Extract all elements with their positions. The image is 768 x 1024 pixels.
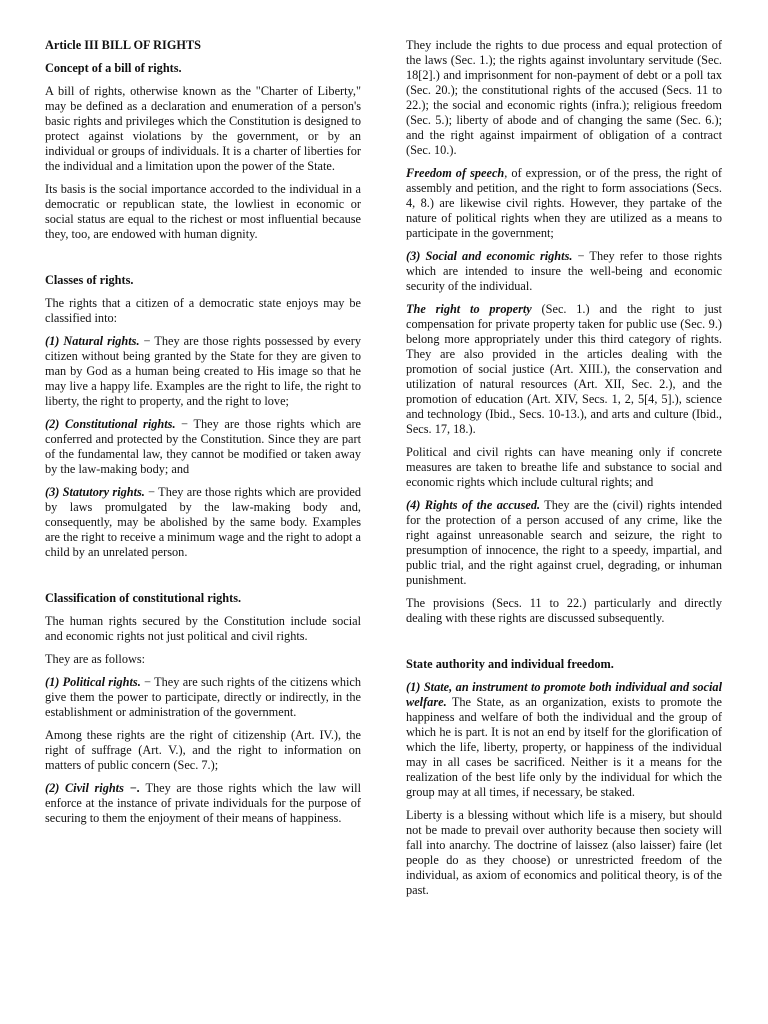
heading-classes: Classes of rights. — [45, 273, 134, 287]
right-column — [406, 38, 722, 906]
paragraph-freedom-of-speech — [406, 166, 722, 241]
paragraph-concept-basis: Its basis is the social importance accorded to the individual in a democratic or republican state, the lowliest in economic or social status are equal to the richest or most influential because they, too, are endowed with human dignity. — [45, 182, 361, 241]
paragraph-rights-of-accused — [406, 498, 722, 588]
paragraph-civil-rights — [45, 781, 361, 826]
paragraph-natural-rights — [45, 334, 361, 409]
text-rights-of-accused: They are the (civil) rights intended for the protection of a person accused of any crime, like the right against unreasonable search and seizure, the right to presumption of innocence, the right to a speedy, impartial, and public trial, and the right against cruel, degrading, or inhuman punishment. — [406, 498, 722, 587]
lead-political-rights: (1) Political rights. — [45, 675, 141, 689]
paragraph-political-examples: Among these rights are the right of citizenship (Art. IV.), the right of suffrage (Art. V.), and the right to information on matters of public concern (Sec. 7.); — [45, 728, 361, 772]
paragraph-provisions: The provisions (Secs. 11 to 22.) particularly and directly dealing with these rights are discussed subsequently. — [406, 596, 722, 625]
paragraph-constitutional-rights — [45, 417, 361, 477]
left-column — [45, 38, 361, 834]
paragraph-social-economic-rights — [406, 249, 722, 294]
paragraph-political-rights — [45, 675, 361, 720]
paragraph-state-instrument — [406, 680, 722, 800]
paragraph-statutory-rights — [45, 485, 361, 560]
heading-state-authority: State authority and individual freedom. — [406, 657, 614, 671]
paragraph-liberty: Liberty is a blessing without which life is a misery, but should not be made to prevail over authority because then society will fall into anarchy. The doctrine of laissez (also laisser) faire (let people do as they choose) or unrestricted freedom of the individual, as axiom of economics and political theory, is of the past. — [406, 808, 722, 897]
paragraph-right-to-property — [406, 302, 722, 437]
paragraph-concept-definition: A bill of rights, otherwise known as the "Charter of Liberty," may be defined as a declaration and enumeration of a person's basic rights and privileges which the Constitution is designed to protect against violations by the government, or by an individual or groups of individuals. It is a charter of liberties for the individual and a limitation upon the power of the State. — [45, 84, 361, 173]
text-natural-rights: − They are those rights possessed by every citizen without being granted by the State for they are given to man by God as a human being created to His image so that he may live a happy life. Examples are the right to life, the right to liberty, the right to property, and the right to love; — [45, 334, 361, 408]
text-right-to-property: (Sec. 1.) and the right to just compensation for private property taken for public use (Sec. 9.) belong more appropriately under this third category of rights. They are also provided in the articles dealing with the promotion of social justice (Art. XIII.), the conservation and utilization of natural resources (Art. XII, Sec. 2.), and the promotion of education (Art. XIV, Secs. 1, 2, 5[4, 5].), science and technology (Ibid., Secs. 10-13.), and arts and culture (Ibid., Secs. 17, 18.). — [406, 302, 722, 436]
paragraph-classes-intro: The rights that a citizen of a democratic state enjoys may be classified into: — [45, 296, 361, 325]
lead-state-instrument: (1) State, an instrument to promote both individual and social welfare. — [406, 680, 722, 709]
paragraph-as-follows: They are as follows: — [45, 652, 146, 666]
text-political-rights: − They are such rights of the citizens which give them the power to participate, directly or indirectly, in the establishment or administration of the government. — [45, 675, 361, 719]
lead-right-to-property: The right to property — [406, 302, 532, 316]
lead-constitutional-rights: (2) Constitutional rights. — [45, 417, 176, 431]
document-title: Article III BILL OF RIGHTS — [45, 38, 202, 52]
text-social-economic-rights: − They refer to those rights which are intended to insure the well-being and economic security of the individual. — [406, 249, 722, 293]
paragraph-classification-intro: The human rights secured by the Constitution include social and economic rights not just political and civil rights. — [45, 614, 361, 643]
text-civil-rights: They are those rights which the law will enforce at the instance of private individuals for the purpose of securing to them the enjoyment of their means of happiness. — [45, 781, 362, 825]
lead-rights-of-accused: (4) Rights of the accused. — [406, 498, 541, 512]
paragraph-political-civil-meaning: Political and civil rights can have meaning only if concrete measures are taken to breathe life and substance to social and economic rights which include cultural rights; and — [406, 445, 722, 489]
text-statutory-rights: − They are those rights which are provided by laws promulgated by the law-making body and, consequently, may be abolished by the same body. Examples are the right to receive a minimum wage and the right to adopt a child by an unrelated person. — [45, 485, 361, 559]
heading-concept: Concept of a bill of rights. — [45, 61, 182, 75]
heading-classification: Classification of constitutional rights. — [45, 591, 242, 605]
lead-social-economic-rights: (3) Social and economic rights. — [406, 249, 573, 263]
lead-civil-rights: (2) Civil rights −. — [45, 781, 141, 795]
lead-natural-rights: (1) Natural rights. — [45, 334, 140, 348]
lead-statutory-rights: (3) Statutory rights. — [45, 485, 145, 499]
lead-freedom-of-speech: Freedom of speech — [406, 166, 505, 180]
text-constitutional-rights: − They are those rights which are conferred and protected by the Constitution. Since they are part of the fundamental law, they cannot be modified or taken away by the law-making body; and — [45, 417, 361, 476]
paragraph-civil-rights-list: They include the rights to due process and equal protection of the laws (Sec. 1.); the rights against involuntary servitude (Sec. 18[2].) and imprisonment for non-payment of debt or a poll tax (Sec. 20.); the constitutional rights of the accused (Secs. 11 to 22.); the social and economic rights (infra.); religious freedom (Sec. 5.); liberty of abode and of changing the same (Sec. 6.); and the right against impairment of obligation of a contract (Sec. 10.). — [406, 38, 722, 157]
text-state-instrument: The State, as an organization, exists to promote the happiness and welfare of both the individual and the group of which he is part. It is not an end by itself for the glorification of which the life, liberty, property, or happiness of the individual may in all cases be sacrificed. Neither is it a means for the realization of the best life only by the individual for which the group may at all times, if necessary, be staked. — [406, 695, 722, 799]
text-freedom-of-speech: , of expression, or of the press, the right of assembly and petition, and the right to form associations (Secs. 4, 8.) are likewise civil rights. However, they partake of the nature of political rights when they are utilized as a means to participate in the government; — [406, 166, 722, 240]
